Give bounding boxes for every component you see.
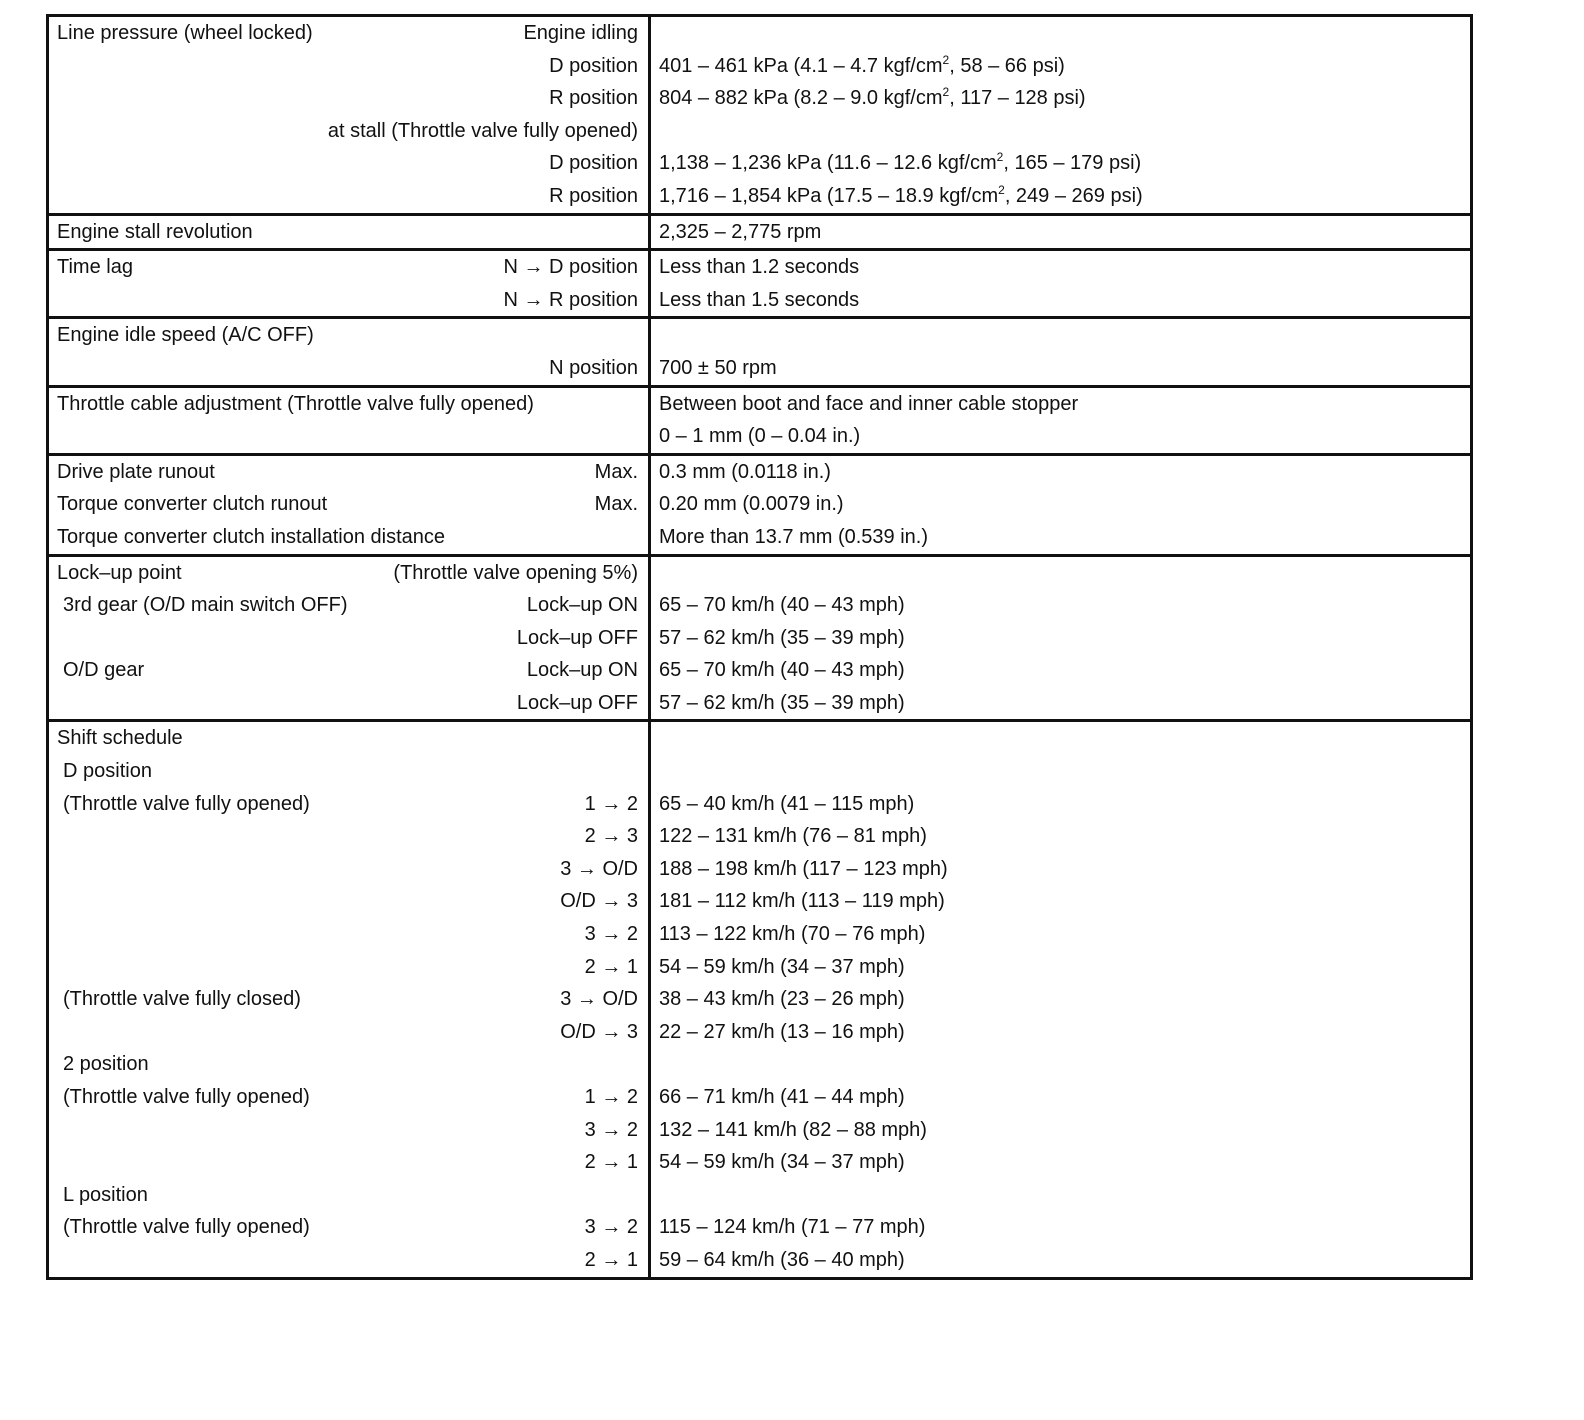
spec-value: 38 – 43 km/h (23 – 26 mph) xyxy=(659,988,905,1011)
spec-value xyxy=(651,1048,1470,1081)
section-line-pressure xyxy=(48,16,1472,215)
spec-condition-label: R position xyxy=(549,87,638,110)
spec-label-row xyxy=(49,115,648,148)
spec-value: 22 – 27 km/h (13 – 16 mph) xyxy=(659,1020,905,1043)
spec-item-label: Lock–up point xyxy=(57,561,182,584)
spec-label-cell xyxy=(48,386,650,454)
spec-label-cell xyxy=(48,721,650,1278)
spec-item-label: Torque converter clutch runout xyxy=(57,493,328,516)
spec-label-row xyxy=(49,352,648,385)
spec-value-cell xyxy=(650,555,1472,721)
spec-item-label: 2 position xyxy=(63,1053,149,1076)
spec-value-cell xyxy=(650,454,1472,555)
spec-value xyxy=(651,115,1470,148)
spec-condition-label: N → R position xyxy=(503,288,638,311)
spec-condition-label: 3 → O/D xyxy=(560,988,638,1011)
specification-table xyxy=(46,14,1473,1280)
spec-condition-label: 3 → 2 xyxy=(584,1216,638,1239)
spec-value: 132 – 141 km/h (82 – 88 mph) xyxy=(659,1118,927,1141)
spec-item-label: Engine idle speed (A/C OFF) xyxy=(57,324,314,347)
spec-label-row xyxy=(49,388,648,421)
spec-item-label: Torque converter clutch installation distance xyxy=(57,525,445,548)
spec-label-cell xyxy=(48,250,650,318)
section-stall-revolution xyxy=(48,214,1472,250)
spec-label-row xyxy=(49,82,648,115)
spec-condition-label: N → D position xyxy=(503,256,638,279)
spec-value: More than 13.7 mm (0.539 in.) xyxy=(659,525,929,548)
spec-label-row xyxy=(49,284,648,317)
spec-value-cell xyxy=(650,721,1472,1278)
spec-condition-label: at stall (Throttle valve fully opened) xyxy=(327,119,638,142)
spec-condition-label: 1 → 2 xyxy=(584,792,638,815)
spec-condition-label: 3 → O/D xyxy=(560,857,638,880)
section-shift-schedule xyxy=(48,721,1472,1278)
spec-value: Between boot and face and inner cable stopper xyxy=(659,392,1079,415)
spec-label-cell xyxy=(48,318,650,386)
spec-item-label: O/D gear xyxy=(63,659,145,682)
spec-label-row xyxy=(49,420,648,453)
spec-value: 54 – 59 km/h (34 – 37 mph) xyxy=(659,1151,905,1174)
spec-value: 1,138 – 1,236 kPa (11.6 – 12.6 kgf/$cm^2$, 165 – 179 psi) xyxy=(659,150,1142,175)
spec-value: 65 – 70 km/h (40 – 43 mph) xyxy=(659,659,905,682)
spec-value-cell xyxy=(650,214,1472,250)
spec-item-label: (Throttle valve fully opened) xyxy=(63,1086,310,1108)
spec-label-row xyxy=(49,687,648,720)
spec-value: 54 – 59 km/h (34 – 37 mph) xyxy=(659,955,905,978)
spec-label-row xyxy=(49,1211,648,1244)
spec-item-label: Line pressure (wheel locked) xyxy=(57,22,313,44)
spec-item-label: L position xyxy=(63,1183,148,1206)
spec-label-row xyxy=(49,456,648,489)
spec-label-row xyxy=(49,1244,648,1277)
spec-label-row xyxy=(49,557,648,590)
spec-condition-label: (Throttle valve opening 5%) xyxy=(393,561,638,584)
spec-item-label: (Throttle valve fully closed) xyxy=(63,988,301,1011)
spec-condition-label: 2 → 3 xyxy=(584,825,638,848)
spec-value: 57 – 62 km/h (35 – 39 mph) xyxy=(659,691,905,714)
spec-condition-label: 2 → 1 xyxy=(584,955,638,978)
spec-label-row xyxy=(49,147,648,180)
spec-value: 59 – 64 km/h (36 – 40 mph) xyxy=(659,1248,905,1271)
section-idle-speed xyxy=(48,318,1472,386)
spec-condition-label: Max. xyxy=(594,493,638,516)
spec-label-row xyxy=(49,918,648,951)
spec-label-row xyxy=(49,820,648,853)
spec-condition-label: D position xyxy=(549,152,638,175)
spec-condition-label: D position xyxy=(549,54,638,77)
spec-condition-label: Lock–up ON xyxy=(526,594,638,617)
spec-label-cell xyxy=(48,454,650,555)
spec-label-row xyxy=(49,1016,648,1049)
spec-condition-label: O/D → 3 xyxy=(560,1020,638,1043)
spec-value: 122 – 131 km/h (76 – 81 mph) xyxy=(659,825,927,848)
spec-label-row xyxy=(49,788,648,821)
spec-value: 65 – 70 km/h (40 – 43 mph) xyxy=(659,594,905,617)
spec-value: 2,325 – 2,775 rpm xyxy=(659,220,822,243)
spec-label-row xyxy=(49,722,648,755)
spec-label-row xyxy=(49,251,648,284)
spec-value: 65 – 40 km/h (41 – 115 mph) xyxy=(659,792,915,815)
spec-condition-label: 2 → 1 xyxy=(584,1151,638,1174)
spec-value: 188 – 198 km/h (117 – 123 mph) xyxy=(659,857,948,880)
spec-item-label: Time lag xyxy=(57,256,133,279)
spec-label-row xyxy=(49,622,648,655)
spec-item-label: Throttle cable adjustment (Throttle valve fully opened) xyxy=(57,392,534,415)
spec-value: 804 – 882 kPa (8.2 – 9.0 kgf/$cm^2$, 117 – 128 psi) xyxy=(659,85,1086,110)
spec-value xyxy=(651,557,1470,590)
spec-value-cell xyxy=(650,250,1472,318)
spec-value xyxy=(651,755,1470,788)
spec-label-row xyxy=(49,983,648,1016)
spec-value xyxy=(651,319,1470,352)
spec-value: 181 – 112 km/h (113 – 119 mph) xyxy=(659,890,945,913)
spec-condition-label: N position xyxy=(549,356,638,379)
spec-label-row xyxy=(49,180,648,213)
spec-value: 0 – 1 mm (0 – 0.04 in.) xyxy=(659,425,861,448)
spec-condition-label: Lock–up OFF xyxy=(516,691,638,714)
spec-condition-label: O/D → 3 xyxy=(560,890,638,913)
spec-condition-label: R position xyxy=(549,184,638,207)
spec-item-label: Shift schedule xyxy=(57,727,183,750)
spec-condition-label: 2 → 1 xyxy=(584,1248,638,1271)
spec-value: 115 – 124 km/h (71 – 77 mph) xyxy=(659,1216,926,1239)
spec-label-row xyxy=(49,216,648,249)
spec-value: Less than 1.2 seconds xyxy=(659,256,860,279)
spec-value: 66 – 71 km/h (41 – 44 mph) xyxy=(659,1086,905,1108)
spec-item-label: Drive plate runout xyxy=(57,460,215,483)
spec-item-label: D position xyxy=(63,760,152,783)
spec-label-cell xyxy=(48,214,650,250)
spec-condition-label: Engine idling xyxy=(523,22,638,44)
section-lock-up xyxy=(48,555,1472,721)
spec-label-row xyxy=(49,853,648,886)
spec-label-row xyxy=(49,50,648,83)
spec-label-row xyxy=(49,488,648,521)
spec-label-row xyxy=(49,654,648,687)
spec-item-label: (Throttle valve fully opened) xyxy=(63,1216,310,1239)
spec-item-label: Engine stall revolution xyxy=(57,220,253,243)
spec-value: 113 – 122 km/h (70 – 76 mph) xyxy=(659,923,926,946)
spec-condition-label: 3 → 2 xyxy=(584,923,638,946)
spec-item-label: 3rd gear (O/D main switch OFF) xyxy=(63,594,348,617)
spec-condition-label: 1 → 2 xyxy=(584,1086,638,1108)
spec-label-row xyxy=(49,755,648,788)
section-runout xyxy=(48,454,1472,555)
spec-label-row xyxy=(49,17,648,50)
spec-label-row xyxy=(49,1114,648,1147)
spec-value: 700 ± 50 rpm xyxy=(659,356,777,379)
spec-condition-label: Lock–up OFF xyxy=(516,626,638,649)
spec-label-cell xyxy=(48,555,650,721)
spec-label-row xyxy=(49,1179,648,1212)
spec-label-row xyxy=(49,1048,648,1081)
spec-label-row xyxy=(49,521,648,554)
spec-value-cell xyxy=(650,16,1472,215)
spec-value xyxy=(651,722,1470,755)
spec-label-row xyxy=(49,1081,648,1114)
spec-item-label: (Throttle valve fully opened) xyxy=(63,792,310,815)
spec-condition-label: 3 → 2 xyxy=(584,1118,638,1141)
spec-value: 57 – 62 km/h (35 – 39 mph) xyxy=(659,626,905,649)
spec-label-row xyxy=(49,951,648,984)
spec-value-cell xyxy=(650,386,1472,454)
spec-condition-label: Lock–up ON xyxy=(526,659,638,682)
spec-value: 0.20 mm (0.0079 in.) xyxy=(659,493,844,516)
spec-label-row xyxy=(49,319,648,352)
section-throttle-cable xyxy=(48,386,1472,454)
section-time-lag xyxy=(48,250,1472,318)
spec-value xyxy=(651,17,1470,50)
spec-value: 0.3 mm (0.0118 in.) xyxy=(659,460,831,483)
spec-value xyxy=(651,1179,1470,1212)
spec-value: Less than 1.5 seconds xyxy=(659,288,860,311)
spec-value: 401 – 461 kPa (4.1 – 4.7 kgf/$cm^2$, 58 – 66 psi) xyxy=(659,52,1065,77)
spec-label-cell xyxy=(48,16,650,215)
spec-label-row xyxy=(49,1146,648,1179)
spec-condition-label: Max. xyxy=(594,460,638,483)
spec-value-cell xyxy=(650,318,1472,386)
spec-value: 1,716 – 1,854 kPa (17.5 – 18.9 kgf/$cm^2$, 249 – 269 psi) xyxy=(659,182,1143,207)
spec-label-row xyxy=(49,589,648,622)
spec-label-row xyxy=(49,885,648,918)
